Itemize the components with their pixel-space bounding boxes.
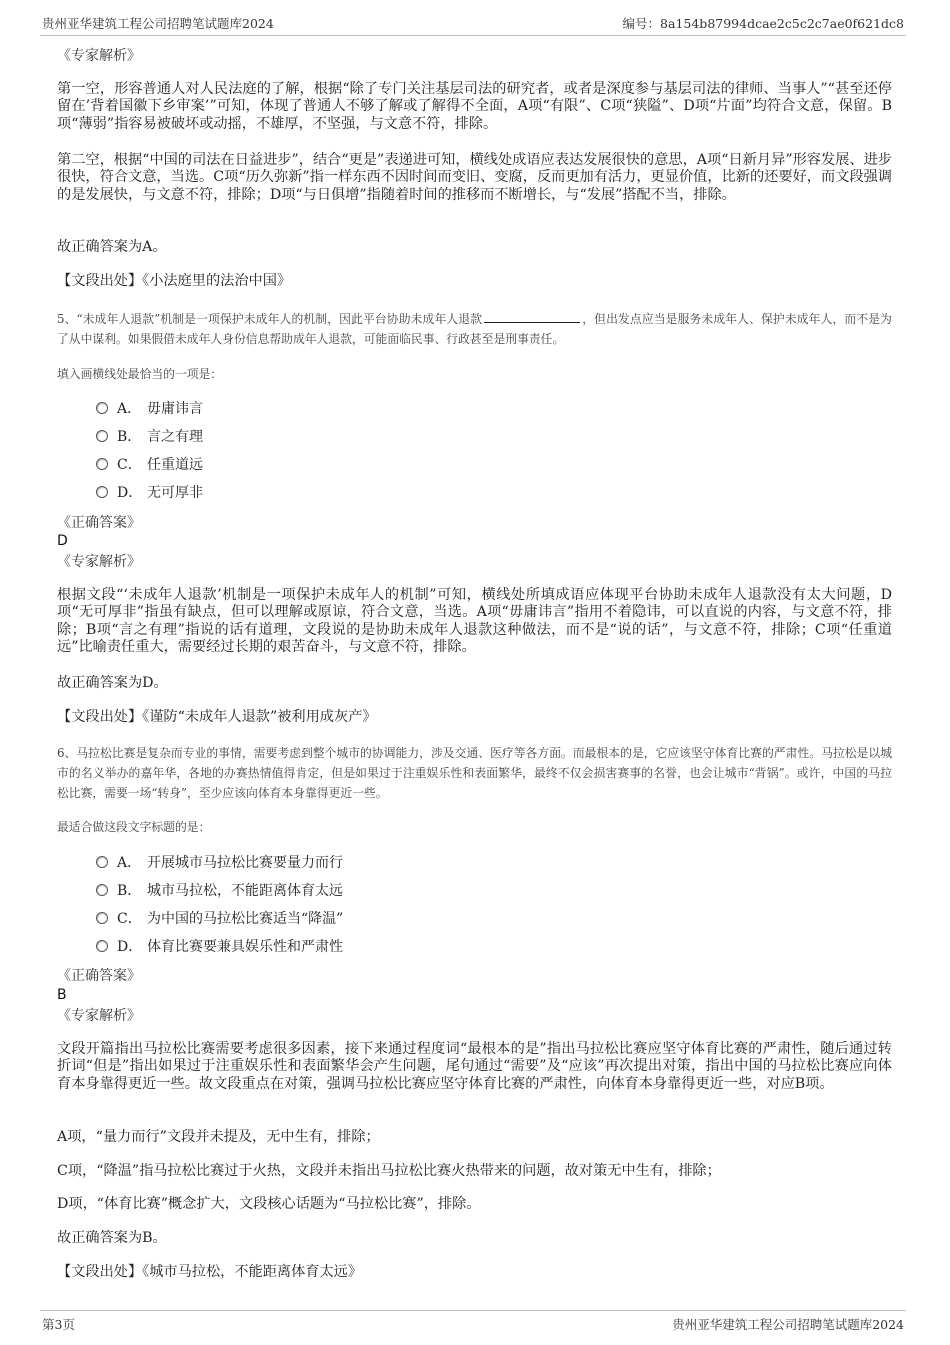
q6-source: 【文段出处】《城市马拉松，不能距离体育太远》 — [57, 1264, 363, 1280]
q5-question-text — [57, 309, 892, 349]
radio-icon[interactable] — [96, 402, 108, 414]
radio-icon[interactable] — [96, 458, 108, 470]
footer-title: 贵州亚华建筑工程公司招聘笔试题库2024 — [672, 1317, 904, 1332]
q6-instruction: 最适合做这段文字标题的是： — [57, 820, 211, 834]
option-letter: B． — [117, 429, 142, 445]
page-number: 第3页 — [42, 1317, 75, 1332]
q5-text-after: ，但出发点应当是服务未成年人、保护未成年人，而不是为了从中谋利。如果假借未成年人身份信息帮助成年人退款，可能面临民事、行政甚至是刑事责任。 — [57, 312, 892, 346]
q4-analysis-paragraph-2: 第二空，根据“中国的司法在日益进步”，结合“更是”表递进可知，横线处成语应表达发展很快的意思，A项“日新月异”形容发展、进步很快，符合文意，当选。C项“历久弥新”指一样东西不因时间而变旧、变腐，反而更加有活力，更显价值，比新的还要好，而文段强调的是发展快，与文意不符，排除；D项“与日俱增”指随着时间的推移而不断增长，与“发展”搭配不当，排除。 — [57, 152, 892, 203]
radio-icon[interactable] — [96, 912, 108, 924]
option-letter: C． — [117, 911, 142, 927]
option-text: 毋庸讳言 — [147, 401, 203, 417]
option-text: 为中国的马拉松比赛适当“降温” — [147, 911, 344, 927]
q4-source: 【文段出处】《小法庭里的法治中国》 — [57, 273, 292, 289]
q6-option-a[interactable] — [96, 853, 343, 873]
q5-answer: D — [57, 533, 68, 549]
q5-analysis-label: 《专家解析》 — [57, 554, 141, 570]
q6-note-d: D项，“体育比赛”概念扩大，文段核心话题为“马拉松比赛”，排除。 — [57, 1196, 481, 1212]
q5-analysis: 根据文段“‘未成年人退款’机制是一项保护未成年人的机制”可知，横线处所填成语应体现平台协助未成年人退款没有太大问题，D项“无可厚非”指虽有缺点，但可以理解或原谅，符合文意，当选。A项“毋庸讳言”指用不着隐讳，可以直说的内容，与文意不符，排除；B项“言之有理”指说的话有道理，文段说的是协助未成年人退款这种做法，而不是“说的话”，与文意不符，排除；C项“任重道远”比喻责任重大，需要经过长期的艰苦奋斗，与文意不符，排除。 — [57, 587, 892, 655]
radio-icon[interactable] — [96, 884, 108, 896]
q5-option-a[interactable] — [96, 399, 203, 419]
q5-answer-label: 《正确答案》 — [57, 515, 141, 531]
option-text: 体育比赛要兼具娱乐性和严肃性 — [147, 939, 343, 955]
q4-analysis-paragraph-1: 第一空，形容普通人对人民法庭的了解，根据“除了专门关注基层司法的研究者，或者是深度参与基层司法的律师、当事人”“甚至还停留在’背着国徽下乡审案’”可知，体现了普通人不够了解或了解得不全面，A项“有限”、C项“狭隘”、D项“片面”均符合文意，保留。B项“薄弱”指容易被破坏或动摇，不雄厚，不坚强，与文意不符，排除。 — [57, 81, 892, 132]
q5-source: 【文段出处】《谨防“未成年人退款”被利用成灰产》 — [57, 709, 377, 725]
radio-icon[interactable] — [96, 486, 108, 498]
option-letter: A． — [117, 401, 142, 417]
q6-analysis: 文段开篇指出马拉松比赛需要考虑很多因素，接下来通过程度词“最根本的是”指出马拉松比赛应坚守体育比赛的严肃性，随后通过转折词“但是”指出如果过于注重娱乐性和表面繁华会产生问题，尾句通过“需要”及“应该”再次提出对策，指出中国的马拉松比赛应向体育本身靠得更近一些。故文段重点在对策，强调马拉松比赛应坚守体育比赛的严肃性，向体育本身靠得更近一些，对应B项。 — [57, 1041, 892, 1092]
q6-answer: B — [57, 987, 67, 1003]
q6-analysis-label: 《专家解析》 — [57, 1008, 141, 1024]
option-text: 开展城市马拉松比赛要量力而行 — [147, 855, 343, 871]
option-letter: D． — [117, 485, 143, 501]
option-letter: B． — [117, 883, 142, 899]
q5-text-before: 5、“未成年人退款”机制是一项保护未成年人的机制，因此平台协助未成年人退款 — [57, 312, 483, 326]
q6-question-text: 6、马拉松比赛是复杂而专业的事情，需要考虑到整个城市的协调能力，涉及交通、医疗等各方面。而最根本的是，它应该坚守体育比赛的严肃性。马拉松是以城市的名义举办的嘉年华，各地的办赛热情值得肯定，但是如果过于注重娱乐性和表面繁华，最终不仅会损害赛事的名誉，也会让城市“背锅”。或许，中国的马拉松比赛，需要一场“转身”，至少应该向体育本身靠得更近一些。 — [57, 746, 892, 800]
radio-icon[interactable] — [96, 430, 108, 442]
option-text: 无可厚非 — [147, 485, 203, 501]
radio-icon[interactable] — [96, 856, 108, 868]
header-doc-id: 编号：8a154b87994dcae2c5c2c7ae0f621dc8 — [622, 16, 904, 31]
option-text: 言之有理 — [147, 429, 203, 445]
q5-option-d[interactable] — [96, 483, 203, 503]
option-letter: D． — [117, 939, 143, 955]
page-footer — [40, 1310, 906, 1334]
option-letter: A． — [117, 855, 142, 871]
radio-icon[interactable] — [96, 940, 108, 952]
header-title: 贵州亚华建筑工程公司招聘笔试题库2024 — [42, 16, 274, 31]
page-header — [40, 14, 906, 36]
option-text: 任重道远 — [147, 457, 203, 473]
q6-answer-label: 《正确答案》 — [57, 968, 141, 984]
q4-conclusion: 故正确答案为A。 — [57, 239, 167, 255]
q5-option-c[interactable] — [96, 455, 203, 475]
q6-note-a: A项，“量力而行”文段并未提及，无中生有，排除； — [57, 1129, 380, 1145]
q6-conclusion: 故正确答案为B。 — [57, 1230, 167, 1246]
q5-instruction: 填入画横线处最恰当的一项是： — [57, 367, 223, 381]
q5-option-b[interactable] — [96, 427, 203, 447]
option-letter: C． — [117, 457, 142, 473]
q6-option-b[interactable] — [96, 881, 343, 901]
q4-analysis-label: 《专家解析》 — [57, 48, 141, 64]
option-text: 城市马拉松，不能距离体育太远 — [147, 883, 343, 899]
q6-option-d[interactable] — [96, 937, 343, 957]
q5-conclusion: 故正确答案为D。 — [57, 675, 168, 691]
q5-blank — [484, 311, 580, 323]
q6-option-c[interactable] — [96, 909, 343, 929]
q6-note-c: C项，“降温”指马拉松比赛过于火热，文段并未指出马拉松比赛火热带来的问题，故对策无中生有，排除； — [57, 1163, 721, 1179]
